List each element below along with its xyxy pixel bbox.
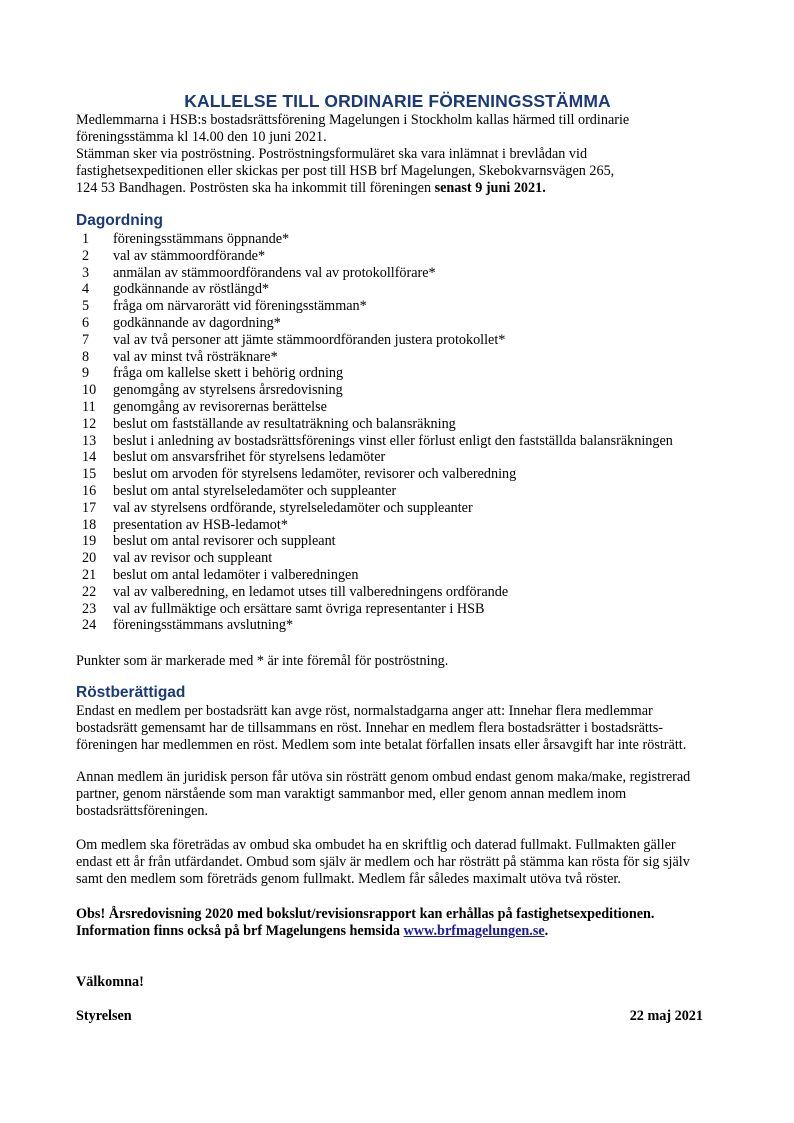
- agenda-note: Punkter som är markerade med * är inte föremål för poströstning.: [76, 653, 449, 669]
- agenda-item-number: 14: [82, 449, 97, 466]
- agenda-item-text: val av två personer att jämte stämmoordföranden justera protokollet*: [113, 331, 506, 348]
- intro-paragraph: [76, 112, 726, 197]
- voting-line: endast ett år från utfärdandet. Ombud som själv är medlem och har rösträtt på stämma kan rösta för sig själv: [76, 854, 690, 870]
- voting-line: Om medlem ska företrädas av ombud ska ombudet ha en skriftlig och daterad fullmakt. Fullmakten gäller: [76, 837, 676, 853]
- agenda-item-text: val av minst två rösträknare*: [113, 348, 278, 365]
- voting-line: föreningen har medlemmen en röst. Medlem som inte betalat förfallen insats eller årsavgift har inte rösträtt.: [76, 737, 687, 753]
- agenda-item-text: presentation av HSB-ledamot*: [113, 516, 288, 533]
- agenda-item-text: beslut om antal styrelseledamöter och suppleanter: [113, 482, 397, 499]
- agenda-item-number: 2: [82, 247, 90, 264]
- agenda-item: [76, 349, 736, 366]
- voting-paragraph-2: [76, 769, 726, 820]
- agenda-item-text: beslut om antal ledamöter i valberedningen: [113, 566, 359, 583]
- agenda-item-text: beslut om arvoden för styrelsens ledamöter, revisorer och valberedning: [113, 466, 517, 483]
- agenda-item: [76, 517, 736, 534]
- agenda-item-number: 7: [82, 331, 90, 348]
- agenda-item: [76, 617, 736, 634]
- agenda-item: [76, 500, 736, 517]
- website-link[interactable]: www.brfmagelungen.se: [403, 923, 545, 939]
- obs-line-suffix: .: [544, 923, 549, 939]
- agenda-item: [76, 248, 736, 265]
- agenda-item-number: 18: [82, 516, 97, 533]
- intro-line: Medlemmarna i HSB:s bostadsrättsförening Magelungen i Stockholm kallas härmed till ordinarie: [76, 112, 630, 128]
- agenda-list: [76, 231, 736, 634]
- agenda-item-number: 10: [82, 382, 97, 399]
- date: 22 maj 2021: [629, 1008, 703, 1024]
- agenda-item: [76, 281, 736, 298]
- agenda-item-number: 9: [82, 365, 90, 382]
- agenda-item: [76, 265, 736, 282]
- agenda-heading: Dagordning: [76, 212, 163, 229]
- agenda-item-number: 19: [82, 533, 97, 550]
- voting-paragraph-1: [76, 703, 726, 754]
- voting-line: bostadsrättsföreningen.: [76, 803, 208, 819]
- agenda-item-text: fråga om kallelse skett i behörig ordning: [113, 365, 344, 382]
- intro-line-text: 124 53 Bandhagen. Poströsten ska ha inkommit till föreningen: [76, 180, 435, 196]
- voting-line: Endast en medlem per bostadsrätt kan avge röst, normalstadgarna anger att: Innehar flera medlemmar: [76, 703, 653, 719]
- agenda-item-text: godkännande av dagordning*: [113, 314, 281, 331]
- agenda-item: [76, 483, 736, 500]
- voting-line: samt den medlem som företräds genom fullmakt. Medlem får således maximalt utöva två röster.: [76, 871, 621, 887]
- agenda-item-number: 3: [82, 264, 90, 281]
- intro-line: fastighetsexpeditionen eller skickas per post till HSB brf Magelungen, Skebokvarnsvägen 265,: [76, 163, 615, 179]
- agenda-item-text: beslut om antal revisorer och suppleant: [113, 533, 336, 550]
- intro-line: Stämman sker via poströstning. Poströstningsformuläret ska vara inlämnat i brevlådan vid: [76, 146, 588, 162]
- agenda-item-text: föreningsstämmans öppnande*: [113, 231, 290, 247]
- agenda-item: [76, 315, 736, 332]
- agenda-item-number: 4: [82, 281, 90, 298]
- welcome-text: Välkomna!: [76, 974, 144, 990]
- agenda-item-number: 15: [82, 466, 97, 483]
- obs-line: [76, 923, 726, 940]
- agenda-item: [76, 567, 736, 584]
- intro-line: [76, 180, 726, 197]
- agenda-item: [76, 449, 736, 466]
- agenda-item: [76, 601, 736, 618]
- agenda-item-number: 5: [82, 298, 90, 315]
- agenda-item: [76, 365, 736, 382]
- agenda-item: [76, 584, 736, 601]
- agenda-item-text: genomgång av revisorernas berättelse: [113, 398, 327, 415]
- agenda-item-text: val av valberedning, en ledamot utses till valberedningens ordförande: [113, 583, 509, 600]
- agenda-item-text: val av stämmoordförande*: [113, 247, 266, 264]
- agenda-item-text: val av revisor och suppleant: [113, 550, 273, 567]
- voting-line: Annan medlem än juridisk person får utöva sin rösträtt genom ombud endast genom maka/make, registrerad: [76, 769, 691, 785]
- agenda-item-number: 13: [82, 432, 97, 449]
- agenda-item: [76, 433, 736, 450]
- obs-line: Obs! Årsredovisning 2020 med bokslut/revisionsrapport kan erhållas på fastighetsexpeditionen.: [76, 906, 655, 922]
- agenda-item: [76, 533, 736, 550]
- agenda-item-text: godkännande av röstlängd*: [113, 281, 270, 298]
- voting-heading: Röstberättigad: [76, 684, 186, 701]
- agenda-item-number: 17: [82, 499, 97, 516]
- agenda-item-number: 20: [82, 550, 97, 567]
- agenda-item: [76, 382, 736, 399]
- agenda-item: [76, 399, 736, 416]
- agenda-item: [76, 550, 736, 567]
- agenda-item: [76, 332, 736, 349]
- agenda-item: [76, 416, 736, 433]
- agenda-item-number: 24: [82, 617, 97, 634]
- agenda-item-number: 8: [82, 348, 90, 365]
- agenda-item-number: 11: [82, 398, 96, 415]
- agenda-item-text: val av styrelsens ordförande, styrelseledamöter och suppleanter: [113, 499, 473, 516]
- agenda-item-text: fråga om närvarorätt vid föreningsstämman*: [113, 298, 367, 315]
- agenda-item-number: 21: [82, 566, 97, 583]
- deadline-text: senast 9 juni 2021.: [434, 180, 546, 196]
- agenda-item-text: genomgång av styrelsens årsredovisning: [113, 382, 343, 399]
- agenda-item-number: 1: [82, 231, 90, 247]
- agenda-item-number: 6: [82, 314, 90, 331]
- signature: Styrelsen: [76, 1008, 132, 1024]
- agenda-item-text: beslut om ansvarsfrihet för styrelsens ledamöter: [113, 449, 386, 466]
- agenda-item-number: 12: [82, 415, 97, 432]
- agenda-item: [76, 466, 736, 483]
- voting-line: partner, genom närstående som man varaktigt sammanbor med, eller genom annan medlem inom: [76, 786, 627, 802]
- agenda-item: [76, 231, 736, 248]
- agenda-item-number: 22: [82, 583, 97, 600]
- agenda-item-text: föreningsstämmans avslutning*: [113, 617, 294, 634]
- obs-notice: [76, 906, 726, 940]
- intro-line: föreningsstämma kl 14.00 den 10 juni 2021.: [76, 129, 327, 145]
- agenda-item-text: val av fullmäktige och ersättare samt övriga representanter i HSB: [113, 600, 485, 617]
- agenda-item-number: 23: [82, 600, 97, 617]
- obs-line-text: Information finns också på brf Magelungens hemsida: [76, 923, 404, 939]
- agenda-item-text: beslut om fastställande av resultaträkning och balansräkning: [113, 415, 456, 432]
- voting-line: bostadsrätt gemensamt har de tillsammans en röst. Innehar en medlem flera bostadsrätter i bostadsrätts-: [76, 720, 664, 736]
- agenda-item-text: anmälan av stämmoordförandens val av protokollförare*: [113, 264, 436, 281]
- agenda-item-text: beslut i anledning av bostadsrättsförenings vinst eller förlust enligt den fastställda balansräkningen: [113, 432, 673, 449]
- page-title: KALLELSE TILL ORDINARIE FÖRENINGSSTÄMMA: [184, 91, 611, 111]
- agenda-item-number: 16: [82, 482, 97, 499]
- voting-paragraph-3: [76, 837, 726, 888]
- agenda-item: [76, 298, 736, 315]
